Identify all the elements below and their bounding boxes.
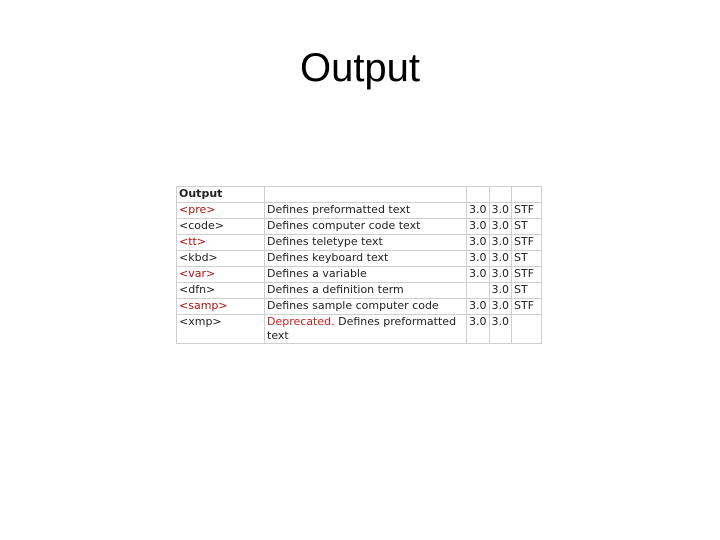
table-row: [177, 283, 542, 299]
table-row: [177, 267, 542, 283]
table-row: [177, 251, 542, 267]
standard-cell: ST: [512, 251, 542, 267]
description-cell: [265, 267, 467, 283]
description-text: Defines keyboard text: [267, 251, 389, 264]
slide-title: Output: [299, 46, 421, 90]
description-text: Defines sample computer code: [267, 299, 439, 312]
standard-cell: [512, 315, 542, 344]
tag-cell: [177, 235, 265, 251]
table-header-cell: [265, 187, 467, 203]
version-cell: 3.0: [489, 299, 512, 315]
tag-link[interactable]: <pre>: [179, 203, 216, 216]
version-cell: 3.0: [467, 219, 490, 235]
table-header-cell: [467, 187, 490, 203]
version-cell: 3.0: [467, 267, 490, 283]
description-text: Defines preformatted text: [267, 315, 457, 342]
version-cell: 3.0: [467, 235, 490, 251]
tag-link[interactable]: <var>: [179, 267, 216, 280]
version-cell: 3.0: [467, 315, 490, 344]
table-row: [177, 315, 542, 344]
version-cell: [467, 283, 490, 299]
table-row: [177, 203, 542, 219]
description-cell: [265, 219, 467, 235]
version-cell: 3.0: [467, 299, 490, 315]
description-cell: [265, 235, 467, 251]
version-cell: 3.0: [489, 283, 512, 299]
deprecated-label: Deprecated.: [267, 315, 335, 328]
version-cell: 3.0: [467, 251, 490, 267]
tag-cell: [177, 267, 265, 283]
standard-cell: STF: [512, 203, 542, 219]
description-text: Defines preformatted text: [267, 203, 411, 216]
standard-cell: ST: [512, 283, 542, 299]
standard-cell: ST: [512, 219, 542, 235]
tag-label: <code>: [179, 219, 224, 232]
version-cell: 3.0: [489, 203, 512, 219]
table-row: [177, 299, 542, 315]
tag-cell: [177, 219, 265, 235]
standard-cell: STF: [512, 235, 542, 251]
version-cell: 3.0: [489, 219, 512, 235]
description-cell: [265, 203, 467, 219]
description-text: Defines teletype text: [267, 235, 383, 248]
version-cell: 3.0: [489, 235, 512, 251]
tag-cell: [177, 251, 265, 267]
tag-cell: [177, 203, 265, 219]
tag-link[interactable]: <samp>: [179, 299, 228, 312]
description-text: Defines computer code text: [267, 219, 421, 232]
tag-cell: [177, 283, 265, 299]
version-cell: 3.0: [489, 251, 512, 267]
description-cell: [265, 283, 467, 299]
description-text: Defines a variable: [267, 267, 367, 280]
tag-cell: [177, 315, 265, 344]
tag-link[interactable]: <tt>: [179, 235, 207, 248]
description-text: Defines a definition term: [267, 283, 404, 296]
table-header-row: [177, 187, 542, 203]
standard-cell: STF: [512, 299, 542, 315]
table-header-cell: [512, 187, 542, 203]
description-cell: [265, 315, 467, 344]
description-cell: [265, 299, 467, 315]
table-row: [177, 235, 542, 251]
version-cell: 3.0: [489, 267, 512, 283]
table-row: [177, 219, 542, 235]
table-header-cell: [489, 187, 512, 203]
tag-cell: [177, 299, 265, 315]
tag-label: <kbd>: [179, 251, 218, 264]
reference-table-container: [176, 186, 542, 344]
standard-cell: STF: [512, 267, 542, 283]
reference-table: [176, 186, 542, 344]
version-cell: 3.0: [489, 315, 512, 344]
tag-label: <dfn>: [179, 283, 216, 296]
version-cell: 3.0: [467, 203, 490, 219]
table-header-label: Output: [177, 187, 265, 203]
description-cell: [265, 251, 467, 267]
tag-label: <xmp>: [179, 315, 222, 328]
